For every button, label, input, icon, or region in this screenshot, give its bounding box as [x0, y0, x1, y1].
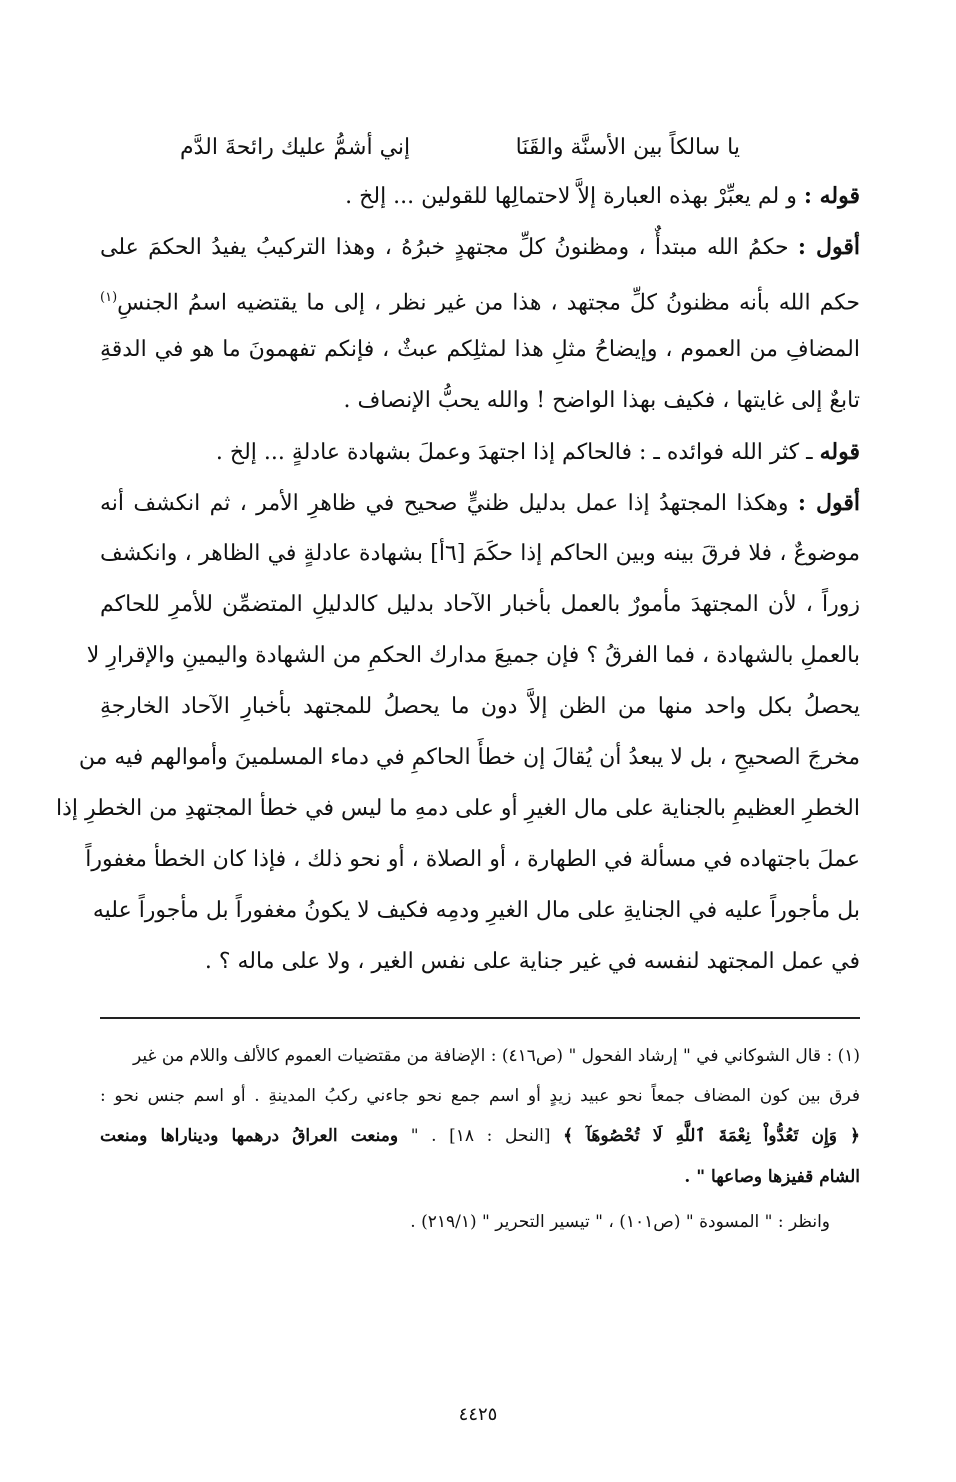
footnote-line-1 [100, 1042, 860, 1070]
body-line-11 [100, 691, 860, 723]
body-line-4 [100, 334, 860, 366]
body-text: موضوعٌ ، فلا فرقَ بينه وبين الحاكم إذا حكَمَ [٦أ] بشهادة عادلةٍ في الظاهر ، وانكشف [100, 541, 860, 566]
speaker-label-aqulu: أقول : [797, 490, 861, 516]
speaker-label-qawluhu: قوله : [803, 183, 860, 209]
body-line-6 [100, 436, 860, 469]
quran-reference: [النحل : ١٨] . " [410, 1126, 551, 1146]
body-text: بل مأجوراً عليه في الجنايةِ على مال الغيرِ ودمِه فكيف لا يكونُ مغفوراً بل مأجوراً عليه [92, 898, 860, 923]
footnote-marker: (١) [100, 290, 118, 305]
footnote-bold-text: الشام قفيزها وصاعها " . [684, 1167, 860, 1187]
footnote-divider [100, 1017, 860, 1019]
body-text: يحصلُ بكل واحد منها من الظن إلاَّ دون ما يحصلُ للمجتهد بأخبارِ الآحاد الخارجةِ [100, 694, 860, 719]
body-line-15 [92, 895, 860, 927]
footnote-line-2 [100, 1082, 860, 1110]
body-text: حكمُ الله مبتدأٌ ، ومظنونُ كلِّ مجتهدٍ خبرُهُ ، وهذا التركيبُ يفيدُ الحكمَ على [100, 235, 789, 260]
body-line-16 [100, 946, 860, 978]
poetry-verse [180, 132, 740, 166]
body-text: وهكذا المجتهدُ إذا عمل بدليل ظنيٍّ صحيح في ظاهرِ الأمر ، ثم انكشف أنه [100, 491, 789, 516]
verse-hemistich-left: إني أشمُّ عليك رائحةَ الدَّم [180, 135, 411, 160]
body-text: المضافِ من العموم ، وإيضاحُ مثلِ هذا لمثلِكم عبثٌ ، فإنكم تفهمونَ ما هو في الدقةِ [100, 337, 860, 362]
speaker-label-aqulu: أقول : [797, 234, 860, 260]
body-text: ـ كثر الله فوائده ـ : فالحاكم إذا اجتهدَ وعملَ بشهادة عادلةٍ ... إلخ . [215, 440, 813, 465]
body-line-3 [100, 282, 860, 319]
body-line-13 [55, 793, 860, 825]
body-text: عملَ باجتهاده في مسألة في الطهارة ، أو الصلاة ، أو نحو ذلك ، فإذا كان الخطأ مغفوراً [85, 847, 860, 872]
footnote-text: فرق بين كون المضاف جمعاً نحو عبيد زيدٍ أو اسم جمع نحو جاءني ركبُ المدينةِ . أو اسم جنس نحو : [100, 1086, 860, 1106]
body-line-2 [100, 231, 860, 264]
footnote-line-5 [100, 1208, 830, 1236]
body-line-5 [100, 385, 860, 417]
body-line-10 [86, 640, 860, 672]
body-text: حكم الله بأنه مظنونُ كلِّ مجتهد ، هذا من غير نظر ، إلى ما يقتضيه اسمُ الجنسِ [117, 290, 860, 316]
body-line-14 [85, 844, 860, 876]
footnote-text: وانظر : " المسودة " (ص١٠١) ، " تيسير التحرير " (٢١٩/١) . [410, 1212, 830, 1232]
speaker-label-qawluhu: قوله [819, 439, 860, 465]
body-text: تابعٌ إلى غايتها ، فكيف بهذا الواضح ! والله يحبُّ الإنصاف . [343, 388, 860, 413]
body-line-1 [100, 180, 860, 213]
body-line-8 [100, 538, 860, 570]
page-number: ٤٤٢٥ [458, 1404, 498, 1425]
footnote-line-3 [100, 1122, 860, 1150]
body-line-12 [78, 742, 860, 774]
verse-hemistich-right: يا سالكاً بين الأسنَّة والقَنَا [515, 135, 740, 160]
footnote-text: (١) : قال الشوكاني في " إرشاد الفحول " (ص٤١٦) : الإضافة من مقتضيات العموم كالألف واللام من غير [133, 1046, 860, 1066]
body-text: زوراً ، لأن المجتهدَ مأمورٌ بالعمل بأخبار الآحاد بدليل كالدليلِ المتضمِّن للأمرِ للحاكم [100, 592, 860, 617]
body-text: مخرجَ الصحيحِ ، بل لا يبعدُ أن يُقالَ إن خطأَ الحاكمِ في دماء المسلمينَ وأموالهم فيه من [78, 745, 860, 770]
body-line-9 [100, 589, 860, 621]
body-text: بالعملِ بالشهادة ، فما الفرقُ ؟ فإن جميعَ مدارك الحكمِ من الشهادة واليمينِ والإقرارِ لا [86, 643, 860, 668]
footnote-line-4 [100, 1163, 860, 1191]
body-text: الخطرِ العظيمِ بالجناية على مال الغيرِ أو على دمهِ ما ليس في خطأ المجتهدِ من الخطرِ إذا [55, 796, 860, 821]
footnote-bold-text: ومنعت العراقُ درهمها وديناراها ومنعت [100, 1126, 399, 1146]
body-text: في عمل المجتهد لنفسه في غير جناية على نفس الغير ، ولا على ماله ؟ . [204, 949, 860, 974]
quran-verse: ﴿ وَإِن تَعُدُّواْ نِعْمَةَ ٱللَّهِ لَا تُحْصُوهَآ ﴾ [563, 1126, 861, 1146]
body-line-7 [100, 487, 860, 520]
body-text: و لم يعبِّرْ بهذه العبارة إلاَّ لاحتمالِها للقولين ... إلخ . [345, 184, 797, 209]
